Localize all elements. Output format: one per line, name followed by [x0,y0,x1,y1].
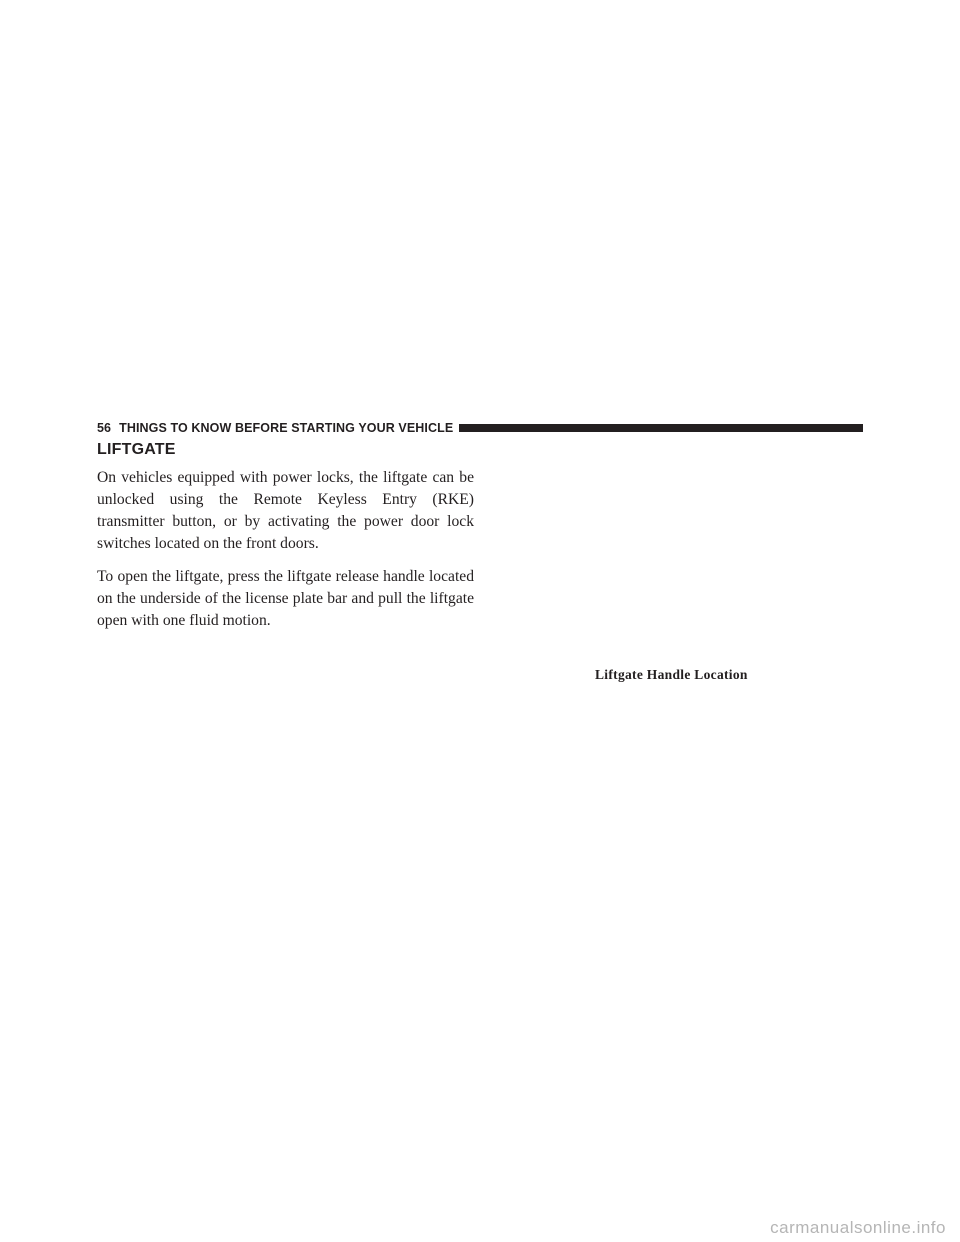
footer-watermark[interactable]: carmanualsonline.info [770,1218,946,1237]
page-number: 56 [97,421,112,435]
paragraph: On vehicles equipped with power locks, the liftgate can be unlocked using the Remote Keyless Entry (RKE) transmitter button, or by activating the power door lock switches located on the front doors. [97,469,474,552]
page-header [97,418,863,438]
header-rule [459,424,863,432]
running-head: THINGS TO KNOW BEFORE STARTING YOUR VEHICLE [119,421,454,435]
paragraph: To open the liftgate, press the liftgate release handle located on the underside of the license plate bar and pull the liftgate open with one fluid motion. [97,568,474,629]
section-title: LIFTGATE [97,441,176,458]
figure-caption: Liftgate Handle Location [595,667,748,682]
body-text [97,467,474,643]
header-text [97,421,453,435]
